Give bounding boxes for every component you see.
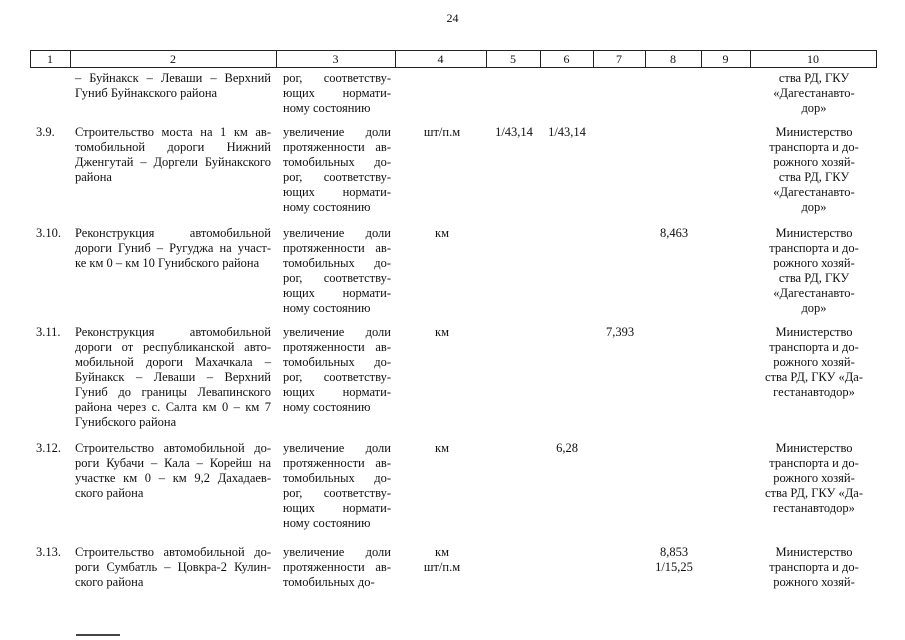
row-unit-line: км	[435, 226, 449, 240]
row-responsible-line: «Дагестанавто-	[773, 185, 855, 199]
row-name	[75, 325, 271, 430]
row-responsible	[752, 441, 876, 516]
row-c5-line: 1/43,14	[495, 125, 533, 139]
row-responsible-line: ства РД, ГКУ «Да-	[765, 370, 863, 384]
row-responsible-line: дор»	[801, 301, 827, 315]
row-indicator-line: протяженности ав-	[283, 241, 391, 255]
row-name-line: Гунибского района	[75, 415, 177, 429]
row-indicator-line: ющих нормати-	[283, 385, 391, 399]
header-col-3: 3	[332, 52, 339, 66]
row-name-line: ке км 0 – км 10 Гунибского района	[75, 256, 260, 270]
row-name	[75, 226, 271, 271]
row-name-line: Строительство моста на 1 км ав-	[75, 125, 271, 139]
header-col-4: 4	[437, 52, 444, 66]
row-indicator-line: ющих нормати-	[283, 185, 391, 199]
row-indicator-line: томобильных до-	[283, 471, 391, 485]
row-responsible-line: Министерство	[775, 441, 853, 455]
row-responsible-line: ства РД, ГКУ	[778, 71, 850, 85]
row-c5	[488, 125, 540, 140]
row-responsible-line: гестанавтодор»	[773, 501, 855, 515]
row-name-line: Реконструкция автомобильной	[75, 325, 271, 339]
row-c8-line: 1/15,25	[655, 560, 693, 574]
row-name-line: Дженгутай – Доргели Буйнакского	[75, 155, 271, 169]
row-responsible-line: ства РД, ГКУ	[778, 271, 850, 285]
row-indicator-line: протяженности ав-	[283, 560, 391, 574]
row-responsible	[752, 325, 876, 400]
row-indicator-line: ному состоянию	[283, 200, 371, 214]
row-responsible-line: дор»	[801, 200, 827, 214]
col-divider	[876, 50, 877, 67]
row-responsible-line: транспорта и до-	[769, 340, 859, 354]
row-responsible-line: гестанавтодор»	[773, 385, 855, 399]
header-col-5: 5	[510, 52, 516, 66]
row-indicator-line: увеличение доли	[283, 441, 391, 455]
row-name-line: Гуниб Буйнакского района	[75, 86, 218, 100]
row-indicator	[283, 226, 391, 316]
row-responsible-line: транспорта и до-	[769, 456, 859, 470]
row-indicator-line: увеличение доли	[283, 325, 391, 339]
row-indicator	[283, 125, 391, 215]
row-responsible-line: Министерство	[775, 545, 853, 559]
row-name-line: Строительство автомобильной до-	[75, 441, 271, 455]
row-c8-line: 8,853	[659, 545, 689, 559]
row-responsible-line: «Дагестанавто-	[773, 286, 855, 300]
row-indicator	[283, 545, 391, 590]
header-col-8: 8	[670, 52, 676, 66]
row-name	[75, 71, 271, 101]
row-responsible-line: транспорта и до-	[769, 140, 859, 154]
row-unit-line: км	[435, 325, 449, 339]
row-indicator-line: ющих нормати-	[283, 86, 391, 100]
row-responsible-line: рожного хозяй-	[773, 155, 855, 169]
row-name-line: роги Кубачи – Кала – Корейш на	[75, 456, 271, 470]
row-name-line: роги Сумбатль – Цовкра-2 Кулин-	[75, 560, 271, 574]
row-responsible-line: ства РД, ГКУ	[778, 170, 850, 184]
row-responsible-line: транспорта и до-	[769, 241, 859, 255]
header-col-7: 7	[616, 52, 622, 66]
row-indicator-line: рог, соответству-	[283, 370, 391, 384]
header-col-6: 6	[563, 52, 570, 66]
row-indicator-line: рог, соответству-	[283, 71, 391, 85]
row-responsible	[752, 125, 876, 215]
row-c6	[541, 125, 593, 140]
row-num	[36, 226, 70, 241]
row-name	[75, 545, 271, 590]
page-number: 24	[446, 11, 459, 25]
row-indicator-line: протяженности ав-	[283, 456, 391, 470]
row-indicator-line: рог, соответству-	[283, 271, 391, 285]
row-indicator-line: томобильных до-	[283, 256, 391, 270]
row-indicator-line: ному состоянию	[283, 101, 371, 115]
row-responsible-line: рожного хозяй-	[773, 471, 855, 485]
row-c7	[594, 325, 646, 340]
row-responsible-line: рожного хозяй-	[773, 355, 855, 369]
row-name-line: Реконструкция автомобильной	[75, 226, 271, 240]
row-c6	[541, 441, 593, 456]
row-responsible-line: дор»	[801, 101, 827, 115]
row-num	[36, 125, 70, 140]
row-name-line: ского района	[75, 486, 144, 500]
row-indicator-line: ющих нормати-	[283, 501, 391, 515]
row-num	[36, 325, 70, 340]
row-indicator-line: ющих нормати-	[283, 286, 391, 300]
row-name-line: ского района	[75, 575, 144, 589]
row-responsible-line: Министерство	[775, 125, 853, 139]
row-name-line: – Буйнакск – Леваши – Верхний	[75, 71, 271, 85]
row-c8-line: 8,463	[659, 226, 689, 240]
row-indicator-line: увеличение доли	[283, 226, 391, 240]
row-indicator-line: ному состоянию	[283, 301, 371, 315]
row-responsible-line: ства РД, ГКУ «Да-	[765, 486, 863, 500]
row-responsible	[752, 545, 876, 590]
row-name-line: Буйнакск – Леваши – Верхний	[75, 370, 271, 384]
row-responsible-line: Министерство	[775, 226, 853, 240]
row-unit-line: шт/п.м	[423, 560, 461, 574]
row-indicator-line: протяженности ав-	[283, 140, 391, 154]
row-unit	[398, 545, 486, 575]
row-number: 3.12.	[36, 441, 61, 455]
row-c8	[646, 545, 702, 575]
row-indicator-line: увеличение доли	[283, 125, 391, 139]
row-indicator-line: рог, соответству-	[283, 170, 391, 184]
row-name	[75, 441, 271, 501]
row-unit-line: км	[435, 545, 449, 559]
row-c8	[646, 226, 702, 241]
row-c7-line: 7,393	[605, 325, 635, 339]
header-col-1: 1	[47, 52, 53, 66]
table-header-rule	[30, 67, 877, 68]
row-number: 3.10.	[36, 226, 61, 240]
row-indicator-line: томобильных до-	[283, 355, 391, 369]
row-number: 3.11.	[36, 325, 61, 339]
row-unit	[398, 125, 486, 140]
row-c6-line: 1/43,14	[548, 125, 586, 139]
row-responsible-line: транспорта и до-	[769, 560, 859, 574]
row-responsible-line: «Дагестанавто-	[773, 86, 855, 100]
row-name-line: Гуниб до границы Левапинского	[75, 385, 271, 399]
row-number: 3.13.	[36, 545, 61, 559]
row-indicator	[283, 71, 391, 116]
row-number: 3.9.	[36, 125, 55, 139]
row-unit	[398, 325, 486, 340]
row-c6-line: 6,28	[556, 441, 578, 455]
row-name-line: дороги от республиканской авто-	[75, 340, 271, 354]
row-responsible	[752, 226, 876, 316]
row-num	[36, 441, 70, 456]
row-name-line: дороги Гуниб – Ругуджа на участ-	[75, 241, 271, 255]
row-unit-line: км	[435, 441, 449, 455]
row-indicator	[283, 441, 391, 531]
row-unit	[398, 226, 486, 241]
row-name-line: района через с. Салта км 0 – км 7	[75, 400, 271, 414]
row-name-line: Строительство автомобильной до-	[75, 545, 271, 559]
row-name	[75, 125, 271, 185]
row-responsible-line: рожного хозяй-	[773, 575, 855, 589]
row-responsible-line: рожного хозяй-	[773, 256, 855, 270]
row-num	[36, 545, 70, 560]
row-indicator-line: протяженности ав-	[283, 340, 391, 354]
row-indicator-line: ному состоянию	[283, 400, 371, 414]
row-indicator-line: томобильных до-	[283, 575, 375, 589]
row-unit-line: шт/п.м	[423, 125, 461, 139]
footer-mark	[76, 634, 120, 636]
row-indicator	[283, 325, 391, 415]
row-responsible	[752, 71, 876, 116]
header-col-10: 10	[807, 52, 819, 66]
row-indicator-line: ному состоянию	[283, 516, 371, 530]
row-unit	[398, 441, 486, 456]
header-col-2: 2	[170, 52, 176, 66]
row-indicator-line: рог, соответству-	[283, 486, 391, 500]
row-indicator-line: увеличение доли	[283, 545, 391, 559]
row-name-line: района	[75, 170, 112, 184]
row-name-line: томобильной дороги Нижний	[75, 140, 271, 154]
header-col-9: 9	[722, 52, 729, 66]
row-indicator-line: томобильных до-	[283, 155, 391, 169]
row-name-line: участке км 0 – км 9,2 Дахадаев-	[75, 471, 271, 485]
row-name-line: мобильной дороги Махачкала –	[75, 355, 271, 369]
row-responsible-line: Министерство	[775, 325, 853, 339]
